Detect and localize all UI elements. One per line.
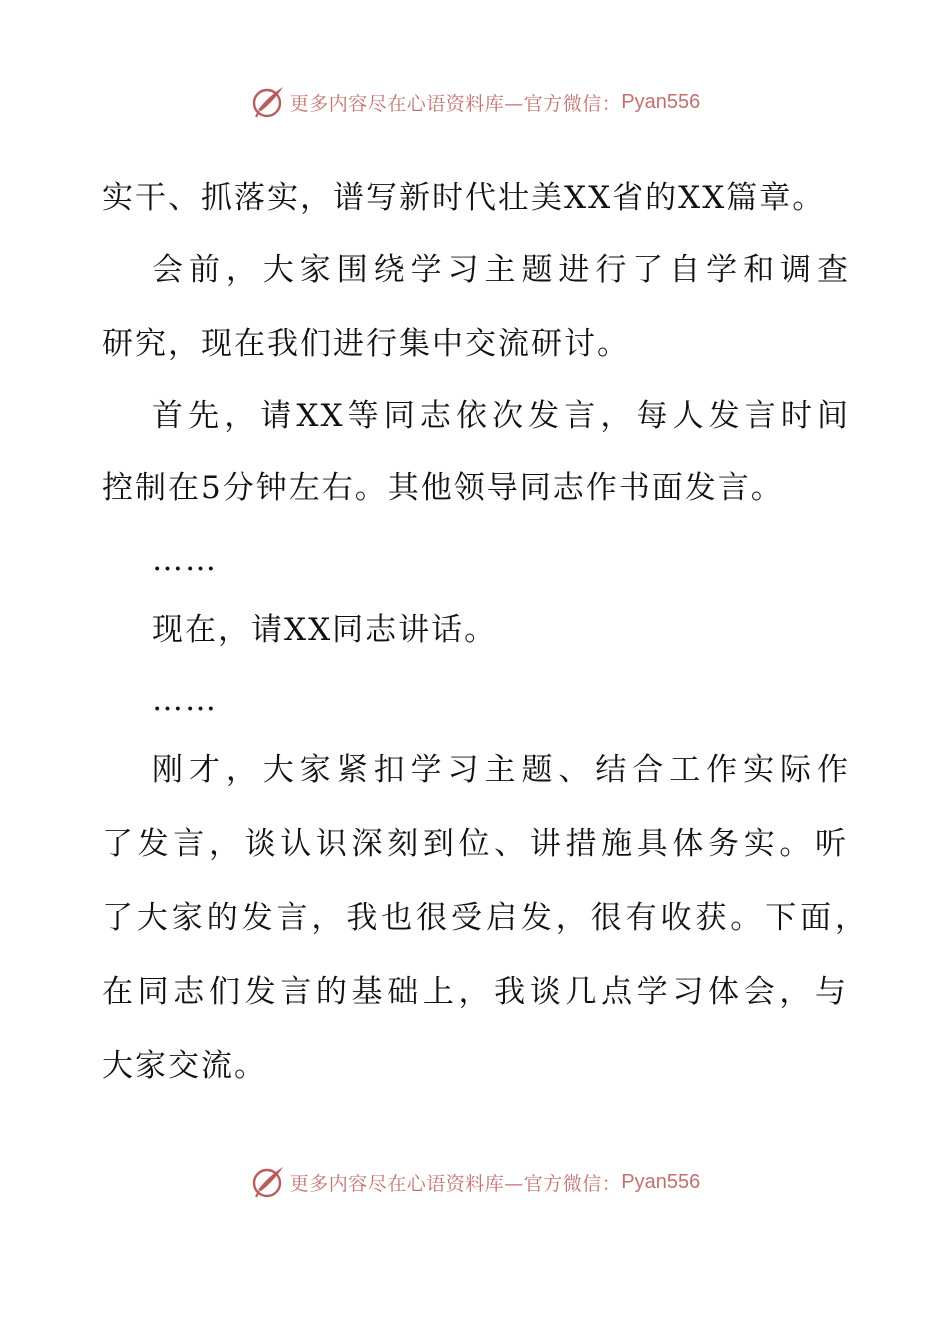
wechat-id: Pyan556: [621, 1170, 701, 1193]
ellipsis-line-2: ……: [152, 682, 218, 718]
paragraph-line-2: 会前，大家围绕学习主题进行了自学和调查: [152, 252, 850, 288]
paragraph-line-9: 了大家的发言，我也很受启发，很有收获。下面，: [102, 900, 868, 936]
banner-text: 更多内容尽在心语资料库—官方微信：: [289, 1172, 622, 1195]
paragraph-line-3: 研究，现在我们进行集中交流研讨。: [102, 326, 630, 362]
paragraph-line-6: 现在，请XX同志讲话。: [152, 612, 498, 648]
ellipsis-line-1: ……: [152, 542, 218, 578]
wechat-id: Pyan556: [621, 90, 701, 113]
paragraph-line-11: 大家交流。: [102, 1048, 267, 1084]
paragraph-line-1: 实干、抓落实，谱写新时代壮美XX省的XX篇章。: [102, 180, 826, 216]
footer-banner: [0, 1162, 950, 1202]
banner-text: 更多内容尽在心语资料库—官方微信：: [289, 92, 622, 115]
paragraph-line-7: 刚才，大家紧扣学习主题、结合工作实际作: [152, 752, 850, 788]
paragraph-line-8: 了发言，谈认识深刻到位、讲措施具体务实。听: [102, 826, 848, 862]
quill-logo-icon: [250, 1164, 286, 1200]
paragraph-line-5: 控制在5分钟左右。其他领导同志作书面发言。: [102, 470, 784, 506]
paragraph-line-10: 在同志们发言的基础上，我谈几点学习体会，与: [102, 974, 848, 1010]
paragraph-line-4: 首先，请XX等同志依次发言，每人发言时间: [152, 398, 850, 434]
